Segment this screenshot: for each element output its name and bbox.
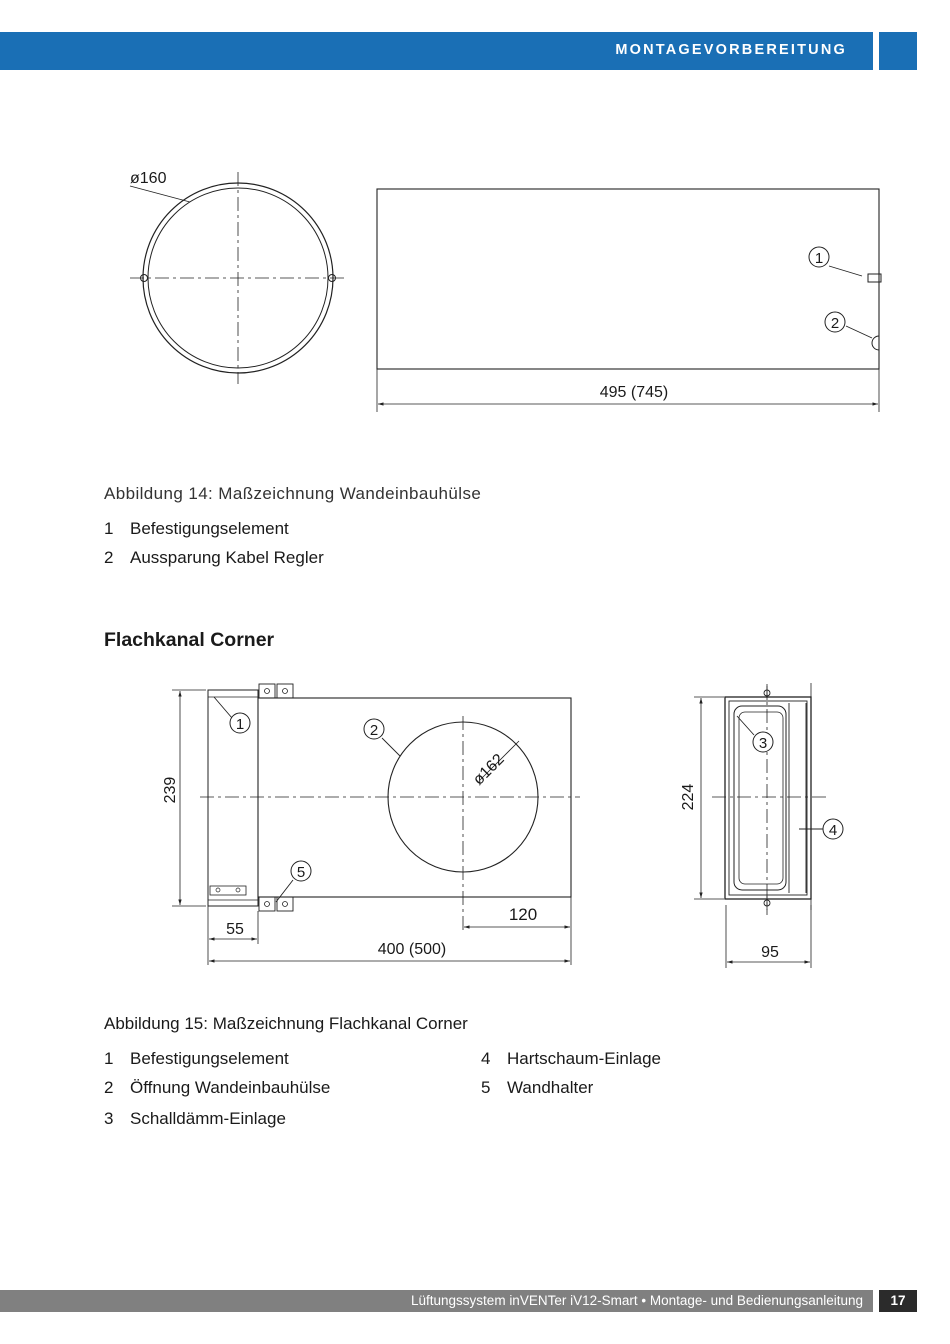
fig15-dim-diameter: ø162 xyxy=(469,750,508,789)
fig14-circle-view xyxy=(130,172,346,384)
fig14-dim-length: 495 (745) xyxy=(599,384,669,401)
fig15-dim-length: 400 (500) xyxy=(377,941,447,958)
header-title: MONTAGEVORBEREITUNG xyxy=(615,42,847,58)
section-heading: Flachkanal Corner xyxy=(104,629,275,651)
fig15-front-view xyxy=(694,683,830,968)
fig15-legend-item-5: 5 Wandhalter xyxy=(481,1078,594,1097)
svg-text:5: 5 xyxy=(296,864,306,881)
svg-text:4: 4 xyxy=(828,822,838,839)
fig15-callout-1 xyxy=(230,713,250,733)
fig15-legend-item-3: 3 Schalldämm-Einlage xyxy=(104,1109,286,1128)
svg-text:1: 1 xyxy=(814,250,824,267)
footer-text: Lüftungssystem inVENTer iV12-Smart • Montage- und Bedienungsanleitung xyxy=(411,1293,863,1308)
svg-text:2: 2 xyxy=(369,722,379,739)
page-number: 17 xyxy=(879,1290,917,1312)
fig14-legend-item-1: 1 Befestigungselement xyxy=(104,519,289,538)
fig14-callout-1 xyxy=(809,247,829,267)
fig15-caption: Abbildung 15: Maßzeichnung Flachkanal Corner xyxy=(104,1014,468,1033)
fig14-dim-diameter: ø160 xyxy=(130,170,167,187)
fig15-dim-mount: 55 xyxy=(226,921,244,938)
svg-text:1: 1 xyxy=(235,716,245,733)
fig15-callout-4 xyxy=(823,819,843,839)
fig14-callout-2 xyxy=(825,312,845,332)
fig14-legend-item-2: 2 Aussparung Kabel Regler xyxy=(104,548,324,567)
fig15-dim-offset: 120 xyxy=(508,905,538,924)
fig15-dim-height-side: 239 xyxy=(162,776,179,804)
fig14-side-view xyxy=(377,189,881,412)
fig15-callout-2 xyxy=(364,719,384,739)
fig15-callout-5 xyxy=(291,861,311,881)
footer-bar xyxy=(0,1290,873,1312)
fig15-callout-3 xyxy=(753,732,773,752)
fig15-legend-item-2: 2 Öffnung Wandeinbauhülse xyxy=(104,1078,331,1097)
fig15-legend-item-4: 4 Hartschaum-Einlage xyxy=(481,1049,662,1068)
fig14-caption: Abbildung 14: Maßzeichnung Wandeinbauhülse xyxy=(104,484,482,503)
svg-text:3: 3 xyxy=(758,735,768,752)
svg-text:2: 2 xyxy=(830,315,840,332)
fig15-dim-height-front: 224 xyxy=(680,783,697,811)
fig15-legend-item-1: 1 Befestigungselement xyxy=(104,1049,289,1068)
fig15-dim-width: 95 xyxy=(761,944,779,961)
